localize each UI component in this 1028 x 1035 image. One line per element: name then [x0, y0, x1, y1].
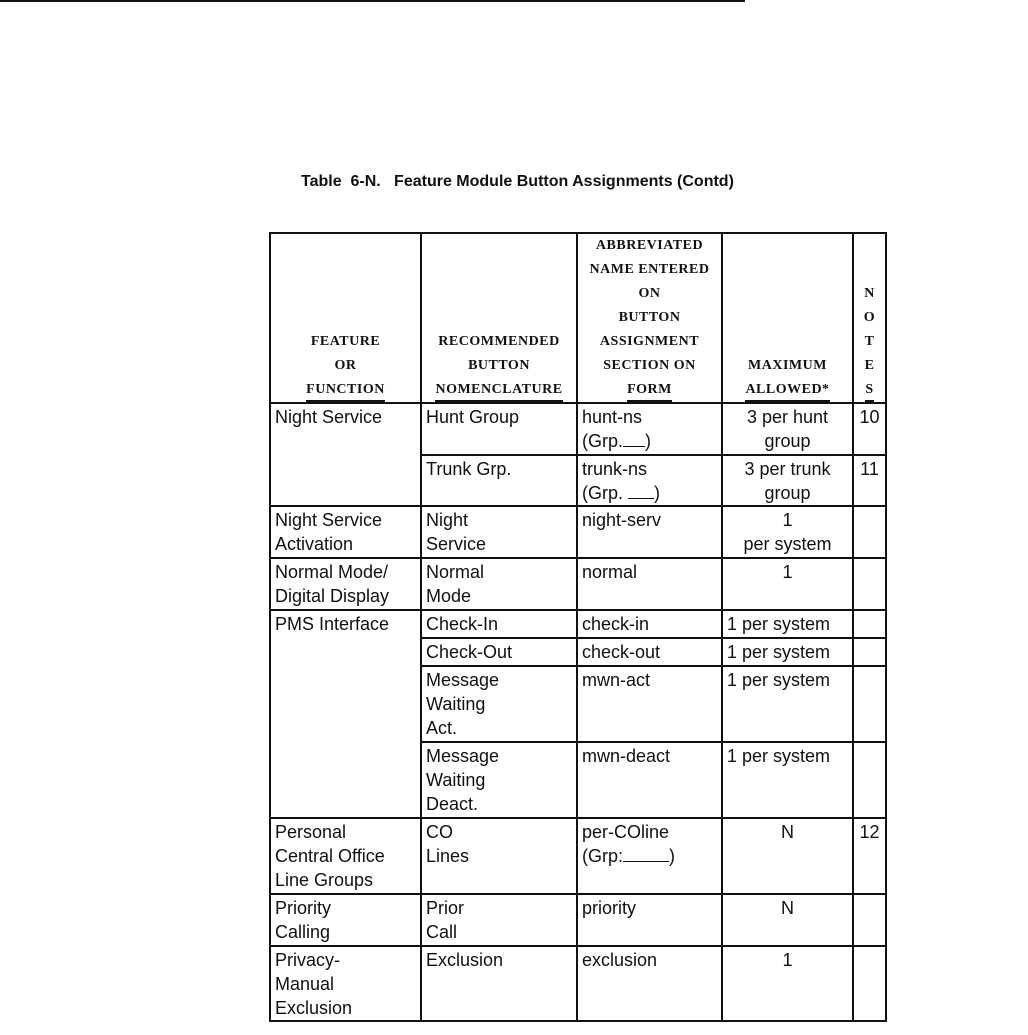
table-row — [270, 506, 886, 558]
feature-cell: Personal Central Office Line Groups — [270, 818, 421, 894]
abbrev-cell: check-out — [577, 638, 722, 666]
button-cell: Check-Out — [421, 638, 577, 666]
abbrev-cell: normal — [577, 558, 722, 610]
notes-cell: 10 — [853, 403, 886, 455]
feature-cell: Normal Mode/ Digital Display — [270, 558, 421, 610]
table-row — [270, 894, 886, 946]
button-cell: Prior Call — [421, 894, 577, 946]
notes-cell — [853, 742, 886, 818]
feature-cell: Privacy- Manual Exclusion — [270, 946, 421, 1021]
button-cell: Night Service — [421, 506, 577, 558]
table-row — [270, 558, 886, 610]
abbrev-cell: exclusion — [577, 946, 722, 1021]
button-cell: CO Lines — [421, 818, 577, 894]
max-cell: 1 — [722, 558, 853, 610]
notes-cell — [853, 946, 886, 1021]
button-cell: Normal Mode — [421, 558, 577, 610]
header-maximum: MAXIMUM ALLOWED* — [722, 233, 853, 403]
feature-cell: Priority Calling — [270, 894, 421, 946]
notes-cell — [853, 666, 886, 742]
feature-cell: Night Service — [270, 403, 421, 506]
feature-cell: Night Service Activation — [270, 506, 421, 558]
top-rule — [0, 0, 745, 2]
table-caption: Table 6-N. Feature Module Button Assignments (Contd) — [301, 173, 734, 190]
header-button: RECOMMENDED BUTTON NOMENCLATURE — [421, 233, 577, 403]
button-cell: Message Waiting Act. — [421, 666, 577, 742]
table-row — [270, 818, 886, 894]
max-cell: 1 per system — [722, 666, 853, 742]
max-cell: 1 per system — [722, 610, 853, 638]
table-row — [270, 946, 886, 1021]
max-cell: 1 — [722, 946, 853, 1021]
abbrev-cell: priority — [577, 894, 722, 946]
header-abbrev: ABBREVIATED NAME ENTERED ON BUTTON ASSIGNMENT SECTION ON FORM — [577, 233, 722, 403]
notes-cell — [853, 558, 886, 610]
notes-cell: 11 — [853, 455, 886, 506]
header-row — [270, 233, 886, 403]
abbrev-cell: trunk-ns (Grp. ) — [577, 455, 722, 506]
max-cell: N — [722, 818, 853, 894]
abbrev-cell: per-COline (Grp: ) — [577, 818, 722, 894]
button-cell: Check-In — [421, 610, 577, 638]
table-row — [270, 610, 886, 638]
max-cell: 3 per trunk group — [722, 455, 853, 506]
max-cell: N — [722, 894, 853, 946]
abbrev-cell: night-serv — [577, 506, 722, 558]
notes-cell: 12 — [853, 818, 886, 894]
max-cell: 1 per system — [722, 506, 853, 558]
abbrev-cell: mwn-act — [577, 666, 722, 742]
abbrev-cell: mwn-deact — [577, 742, 722, 818]
notes-cell — [853, 638, 886, 666]
abbrev-cell: check-in — [577, 610, 722, 638]
notes-cell — [853, 610, 886, 638]
button-cell: Trunk Grp. — [421, 455, 577, 506]
header-notes: N O T E S — [853, 233, 886, 403]
abbrev-cell: hunt-ns (Grp. ) — [577, 403, 722, 455]
button-cell: Hunt Group — [421, 403, 577, 455]
max-cell: 1 per system — [722, 638, 853, 666]
button-cell: Message Waiting Deact. — [421, 742, 577, 818]
button-cell: Exclusion — [421, 946, 577, 1021]
notes-cell — [853, 506, 886, 558]
feature-cell: PMS Interface — [270, 610, 421, 818]
button-assignments-table — [269, 232, 887, 1022]
notes-cell — [853, 894, 886, 946]
table-row — [270, 403, 886, 455]
max-cell: 3 per hunt group — [722, 403, 853, 455]
max-cell: 1 per system — [722, 742, 853, 818]
header-feature: FEATURE OR FUNCTION — [270, 233, 421, 403]
